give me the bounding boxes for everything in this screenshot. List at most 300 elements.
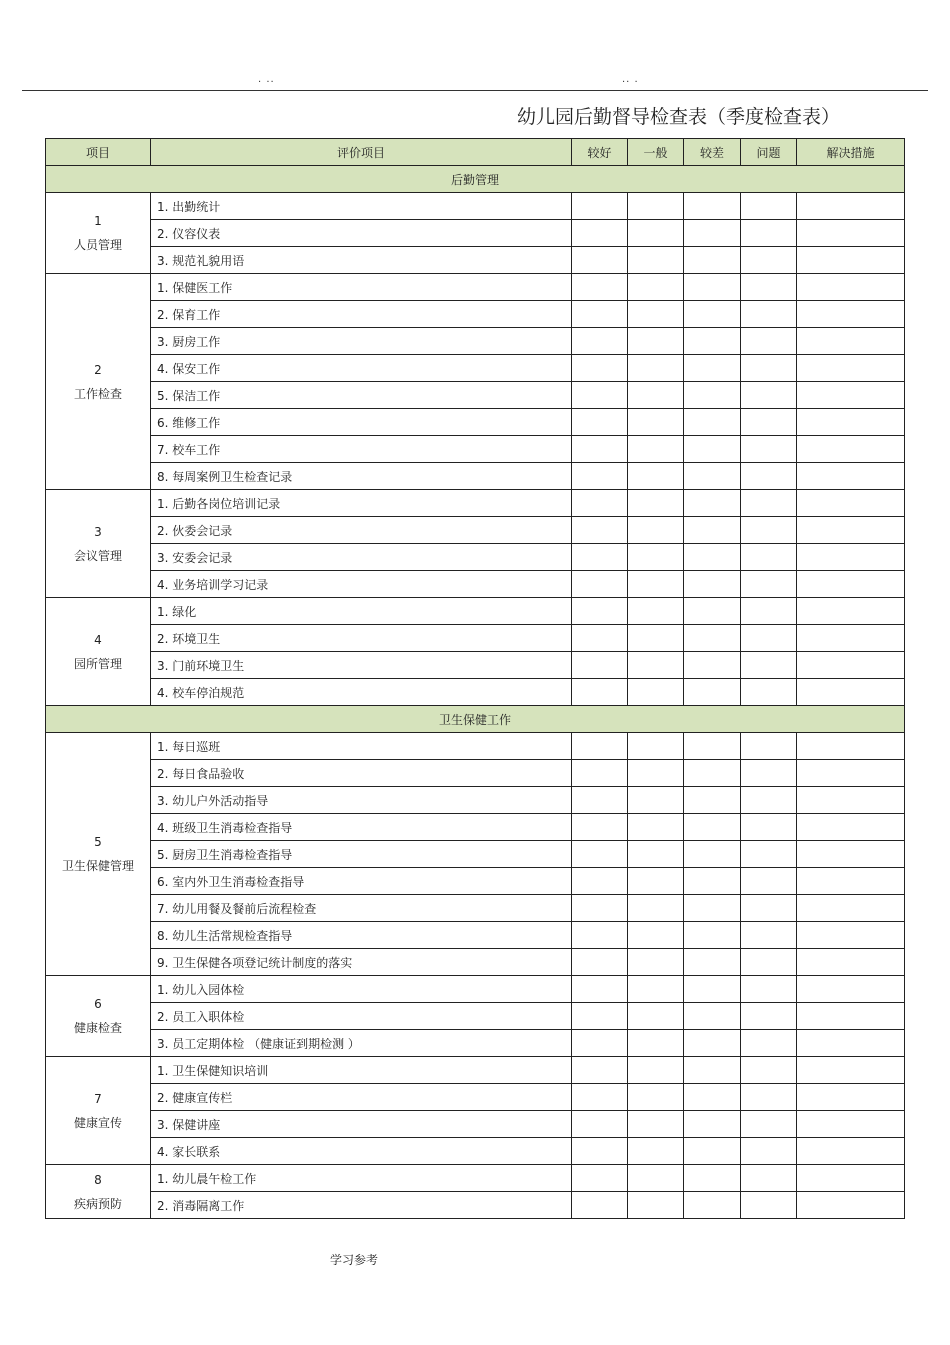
rating-cell-solution[interactable] [797,922,905,949]
rating-cell-problem[interactable] [741,436,797,463]
header-rule [22,90,928,91]
rating-cell-average[interactable] [628,355,684,382]
group-number: 6 [94,997,102,1011]
rating-cell-poor[interactable] [684,976,741,1003]
criteria-item: 8. 幼儿生活常规检查指导 [151,922,572,949]
rating-cell-poor[interactable] [684,1057,741,1084]
rating-cell-solution[interactable] [797,247,905,274]
rating-cell-good[interactable] [572,976,628,1003]
rating-cell-average[interactable] [628,409,684,436]
group-number: 1 [94,214,102,228]
rating-cell-good[interactable] [572,517,628,544]
table-row [46,571,905,598]
criteria-item: 6. 维修工作 [151,409,572,436]
rating-cell-good[interactable] [572,1030,628,1057]
rating-cell-solution[interactable] [797,517,905,544]
criteria-item: 5. 保洁工作 [151,382,572,409]
rating-cell-solution[interactable] [797,463,905,490]
rating-cell-solution[interactable] [797,328,905,355]
rating-cell-average[interactable] [628,571,684,598]
rating-cell-poor[interactable] [684,679,741,706]
rating-cell-average[interactable] [628,463,684,490]
rating-cell-poor[interactable] [684,409,741,436]
table-row [46,382,905,409]
rating-cell-average[interactable] [628,328,684,355]
rating-cell-solution[interactable] [797,760,905,787]
table-row [46,490,905,517]
rating-cell-good[interactable] [572,1003,628,1030]
rating-cell-solution[interactable] [797,1192,905,1219]
group-cell [46,976,151,1057]
rating-cell-problem[interactable] [741,652,797,679]
rating-cell-problem[interactable] [741,571,797,598]
table-row [46,1165,905,1192]
rating-cell-problem[interactable] [741,625,797,652]
rating-cell-good[interactable] [572,382,628,409]
table-row [46,841,905,868]
rating-cell-average[interactable] [628,814,684,841]
rating-cell-solution[interactable] [797,1057,905,1084]
rating-cell-poor[interactable] [684,1192,741,1219]
rating-cell-poor[interactable] [684,1138,741,1165]
rating-cell-solution[interactable] [797,814,905,841]
rating-cell-poor[interactable] [684,355,741,382]
rating-cell-poor[interactable] [684,193,741,220]
rating-cell-average[interactable] [628,1111,684,1138]
group-name: 卫生保健管理 [61,859,134,873]
criteria-item: 1. 卫生保健知识培训 [151,1057,572,1084]
rating-cell-average[interactable] [628,787,684,814]
rating-cell-poor[interactable] [684,463,741,490]
rating-cell-poor[interactable] [684,922,741,949]
table-row [46,1111,905,1138]
criteria-item: 1. 出勤统计 [151,193,572,220]
rating-cell-average[interactable] [628,382,684,409]
rating-cell-solution[interactable] [797,976,905,1003]
rating-cell-good[interactable] [572,922,628,949]
table-row [46,1084,905,1111]
rating-cell-good[interactable] [572,274,628,301]
table-row [46,868,905,895]
rating-cell-good[interactable] [572,760,628,787]
rating-cell-solution[interactable] [797,1165,905,1192]
rating-cell-solution[interactable] [797,1030,905,1057]
rating-cell-good[interactable] [572,193,628,220]
rating-cell-solution[interactable] [797,1138,905,1165]
rating-cell-solution[interactable] [797,409,905,436]
table-row [46,760,905,787]
table-row [46,652,905,679]
group-name: 会议管理 [73,548,122,563]
rating-cell-average[interactable] [628,220,684,247]
rating-cell-poor[interactable] [684,436,741,463]
col-header-solution: 解决措施 [797,139,905,166]
table-row [46,625,905,652]
table-row [46,976,905,1003]
rating-cell-problem[interactable] [741,1165,797,1192]
section-title: 卫生保健工作 [46,706,905,733]
rating-cell-solution[interactable] [797,382,905,409]
header-dots-left: . .. [258,74,275,85]
rating-cell-poor[interactable] [684,517,741,544]
rating-cell-poor[interactable] [684,247,741,274]
group-name: 工作检查 [73,386,122,401]
rating-cell-problem[interactable] [741,814,797,841]
rating-cell-solution[interactable] [797,868,905,895]
table-row [46,1057,905,1084]
rating-cell-poor[interactable] [684,571,741,598]
criteria-item: 4. 保安工作 [151,355,572,382]
table-row [46,355,905,382]
rating-cell-good[interactable] [572,1165,628,1192]
table-row [46,1192,905,1219]
rating-cell-good[interactable] [572,1111,628,1138]
rating-cell-average[interactable] [628,1165,684,1192]
rating-cell-poor[interactable] [684,1165,741,1192]
criteria-item: 3. 规范礼貌用语 [151,247,572,274]
rating-cell-average[interactable] [628,760,684,787]
rating-cell-good[interactable] [572,1084,628,1111]
criteria-item: 8. 每周案例卫生检查记录 [151,463,572,490]
rating-cell-poor[interactable] [684,868,741,895]
rating-cell-average[interactable] [628,895,684,922]
rating-cell-average[interactable] [628,193,684,220]
rating-cell-good[interactable] [572,787,628,814]
table-row [46,949,905,976]
rating-cell-average[interactable] [628,436,684,463]
rating-cell-problem[interactable] [741,1030,797,1057]
rating-cell-average[interactable] [628,868,684,895]
footer-text: 学习参考 [330,1253,379,1267]
criteria-item: 3. 安委会记录 [151,544,572,571]
rating-cell-solution[interactable] [797,490,905,517]
group-name: 健康检查 [73,1021,122,1035]
group-name: 人员管理 [73,238,122,252]
rating-cell-average[interactable] [628,841,684,868]
rating-cell-good[interactable] [572,1192,628,1219]
rating-cell-good[interactable] [572,463,628,490]
group-cell [46,490,151,598]
rating-cell-problem[interactable] [741,463,797,490]
rating-cell-average[interactable] [628,1057,684,1084]
rating-cell-problem[interactable] [741,733,797,760]
col-header-good: 较好 [572,139,628,166]
criteria-item: 3. 保健讲座 [151,1111,572,1138]
section-row [46,706,905,733]
rating-cell-solution[interactable] [797,1111,905,1138]
rating-cell-good[interactable] [572,1057,628,1084]
rating-cell-solution[interactable] [797,652,905,679]
rating-cell-average[interactable] [628,490,684,517]
rating-cell-poor[interactable] [684,841,741,868]
rating-cell-average[interactable] [628,301,684,328]
table-row [46,598,905,625]
rating-cell-problem[interactable] [741,922,797,949]
rating-cell-problem[interactable] [741,1138,797,1165]
rating-cell-average[interactable] [628,1192,684,1219]
rating-cell-solution[interactable] [797,949,905,976]
rating-cell-problem[interactable] [741,409,797,436]
rating-cell-solution[interactable] [797,679,905,706]
rating-cell-average[interactable] [628,598,684,625]
rating-cell-good[interactable] [572,598,628,625]
criteria-item: 1. 后勤各岗位培训记录 [151,490,572,517]
rating-cell-average[interactable] [628,679,684,706]
rating-cell-good[interactable] [572,571,628,598]
rating-cell-solution[interactable] [797,355,905,382]
criteria-item: 7. 校车工作 [151,436,572,463]
rating-cell-problem[interactable] [741,517,797,544]
rating-cell-problem[interactable] [741,382,797,409]
criteria-item: 7. 幼儿用餐及餐前后流程检查 [151,895,572,922]
rating-cell-good[interactable] [572,949,628,976]
table-row [46,544,905,571]
rating-cell-poor[interactable] [684,733,741,760]
rating-cell-good[interactable] [572,895,628,922]
rating-cell-good[interactable] [572,490,628,517]
rating-cell-problem[interactable] [741,598,797,625]
header-dots-right: .. . [622,74,639,85]
rating-cell-problem[interactable] [741,220,797,247]
rating-cell-average[interactable] [628,1138,684,1165]
criteria-item: 4. 校车停泊规范 [151,679,572,706]
rating-cell-problem[interactable] [741,247,797,274]
rating-cell-solution[interactable] [797,733,905,760]
rating-cell-solution[interactable] [797,301,905,328]
table-row [46,1030,905,1057]
rating-cell-good[interactable] [572,652,628,679]
rating-cell-problem[interactable] [741,976,797,1003]
group-cell [46,274,151,490]
rating-cell-average[interactable] [628,922,684,949]
rating-cell-good[interactable] [572,841,628,868]
rating-cell-average[interactable] [628,625,684,652]
rating-cell-good[interactable] [572,247,628,274]
inspection-table [45,138,905,1219]
rating-cell-solution[interactable] [797,598,905,625]
rating-cell-average[interactable] [628,949,684,976]
group-number: 3 [94,524,102,539]
rating-cell-good[interactable] [572,328,628,355]
criteria-item: 3. 门前环境卫生 [151,652,572,679]
table-row [46,328,905,355]
rating-cell-poor[interactable] [684,895,741,922]
group-cell [46,1165,151,1219]
rating-cell-poor[interactable] [684,814,741,841]
table-header-row [46,139,905,166]
rating-cell-poor[interactable] [684,760,741,787]
table-row [46,193,905,220]
rating-cell-problem[interactable] [741,1084,797,1111]
criteria-item: 1. 每日巡班 [151,733,572,760]
rating-cell-poor[interactable] [684,949,741,976]
criteria-item: 2. 保育工作 [151,301,572,328]
rating-cell-solution[interactable] [797,1084,905,1111]
rating-cell-average[interactable] [628,247,684,274]
rating-cell-good[interactable] [572,733,628,760]
col-header-criteria: 评价项目 [151,139,572,166]
rating-cell-poor[interactable] [684,625,741,652]
rating-cell-solution[interactable] [797,895,905,922]
rating-cell-good[interactable] [572,1138,628,1165]
rating-cell-problem[interactable] [741,490,797,517]
rating-cell-good[interactable] [572,220,628,247]
criteria-item: 2. 仪容仪表 [151,220,572,247]
rating-cell-poor[interactable] [684,274,741,301]
criteria-item: 4. 家长联系 [151,1138,572,1165]
table-row [46,274,905,301]
group-cell [46,598,151,706]
group-cell [46,1057,151,1165]
rating-cell-poor[interactable] [684,328,741,355]
rating-cell-problem[interactable] [741,1003,797,1030]
col-header-average: 一般 [628,139,684,166]
rating-cell-problem[interactable] [741,949,797,976]
rating-cell-solution[interactable] [797,193,905,220]
criteria-item: 3. 厨房工作 [151,328,572,355]
rating-cell-average[interactable] [628,1003,684,1030]
rating-cell-good[interactable] [572,868,628,895]
rating-cell-good[interactable] [572,409,628,436]
rating-cell-problem[interactable] [741,1111,797,1138]
rating-cell-problem[interactable] [741,1192,797,1219]
table-row [46,409,905,436]
table-row [46,517,905,544]
rating-cell-average[interactable] [628,976,684,1003]
rating-cell-poor[interactable] [684,490,741,517]
rating-cell-poor[interactable] [684,1111,741,1138]
rating-cell-solution[interactable] [797,625,905,652]
rating-cell-average[interactable] [628,1030,684,1057]
rating-cell-poor[interactable] [684,652,741,679]
rating-cell-good[interactable] [572,544,628,571]
group-number: 5 [94,835,102,849]
rating-cell-solution[interactable] [797,841,905,868]
rating-cell-poor[interactable] [684,787,741,814]
rating-cell-average[interactable] [628,517,684,544]
rating-cell-problem[interactable] [741,355,797,382]
criteria-item: 4. 业务培训学习记录 [151,571,572,598]
group-number: 4 [94,632,102,647]
criteria-item: 2. 伙委会记录 [151,517,572,544]
section-row [46,166,905,193]
group-name: 园所管理 [73,656,122,671]
rating-cell-average[interactable] [628,733,684,760]
rating-cell-poor[interactable] [684,598,741,625]
rating-cell-average[interactable] [628,1084,684,1111]
table-row [46,895,905,922]
criteria-item: 2. 每日食品验收 [151,760,572,787]
rating-cell-problem[interactable] [741,841,797,868]
rating-cell-average[interactable] [628,274,684,301]
rating-cell-poor[interactable] [684,220,741,247]
criteria-item: 2. 健康宣传栏 [151,1084,572,1111]
group-cell [46,733,151,976]
rating-cell-poor[interactable] [684,1003,741,1030]
criteria-item: 5. 厨房卫生消毒检查指导 [151,841,572,868]
criteria-item: 6. 室内外卫生消毒检查指导 [151,868,572,895]
rating-cell-good[interactable] [572,814,628,841]
rating-cell-poor[interactable] [684,301,741,328]
rating-cell-poor[interactable] [684,382,741,409]
rating-cell-solution[interactable] [797,274,905,301]
rating-cell-problem[interactable] [741,679,797,706]
table-row [46,1138,905,1165]
rating-cell-average[interactable] [628,544,684,571]
group-name: 健康宣传 [73,1115,122,1130]
criteria-item: 2. 员工入职体检 [151,1003,572,1030]
col-header-problem: 问题 [741,139,797,166]
rating-cell-problem[interactable] [741,787,797,814]
rating-cell-poor[interactable] [684,1084,741,1111]
section-title: 后勤管理 [46,166,905,193]
criteria-item: 2. 消毒隔离工作 [151,1192,572,1219]
col-header-project: 项目 [46,139,151,166]
rating-cell-average[interactable] [628,652,684,679]
group-number: 8 [94,1172,102,1187]
rating-cell-good[interactable] [572,301,628,328]
page-title: 幼儿园后勤督导检查表（季度检查表） [517,106,841,128]
rating-cell-poor[interactable] [684,1030,741,1057]
criteria-item: 1. 绿化 [151,598,572,625]
rating-cell-problem[interactable] [741,895,797,922]
rating-cell-solution[interactable] [797,787,905,814]
criteria-item: 1. 幼儿晨午检工作 [151,1165,572,1192]
table-row [46,733,905,760]
table-row [46,814,905,841]
rating-cell-solution[interactable] [797,571,905,598]
criteria-item: 1. 保健医工作 [151,274,572,301]
rating-cell-good[interactable] [572,625,628,652]
col-header-poor: 较差 [684,139,741,166]
group-number: 2 [94,362,102,377]
rating-cell-good[interactable] [572,436,628,463]
table-row [46,247,905,274]
rating-cell-problem[interactable] [741,544,797,571]
table-row [46,1003,905,1030]
criteria-item: 2. 环境卫生 [151,625,572,652]
rating-cell-problem[interactable] [741,760,797,787]
table-row [46,301,905,328]
rating-cell-problem[interactable] [741,328,797,355]
criteria-item: 9. 卫生保健各项登记统计制度的落实 [151,949,572,976]
criteria-item: 3. 员工定期体检 （健康证到期检测 ） [151,1030,572,1057]
table-row [46,787,905,814]
rating-cell-solution[interactable] [797,544,905,571]
rating-cell-solution[interactable] [797,220,905,247]
table-row [46,463,905,490]
rating-cell-solution[interactable] [797,436,905,463]
group-number: 7 [94,1091,102,1106]
rating-cell-problem[interactable] [741,301,797,328]
rating-cell-good[interactable] [572,355,628,382]
rating-cell-good[interactable] [572,679,628,706]
rating-cell-solution[interactable] [797,1003,905,1030]
table-row [46,922,905,949]
rating-cell-poor[interactable] [684,544,741,571]
table-row [46,679,905,706]
table-row [46,436,905,463]
criteria-item: 3. 幼儿户外活动指导 [151,787,572,814]
criteria-item: 4. 班级卫生消毒检查指导 [151,814,572,841]
table-row [46,220,905,247]
rating-cell-problem[interactable] [741,274,797,301]
group-cell [46,193,151,274]
rating-cell-problem[interactable] [741,868,797,895]
criteria-item: 1. 幼儿入园体检 [151,976,572,1003]
rating-cell-problem[interactable] [741,1057,797,1084]
rating-cell-problem[interactable] [741,193,797,220]
